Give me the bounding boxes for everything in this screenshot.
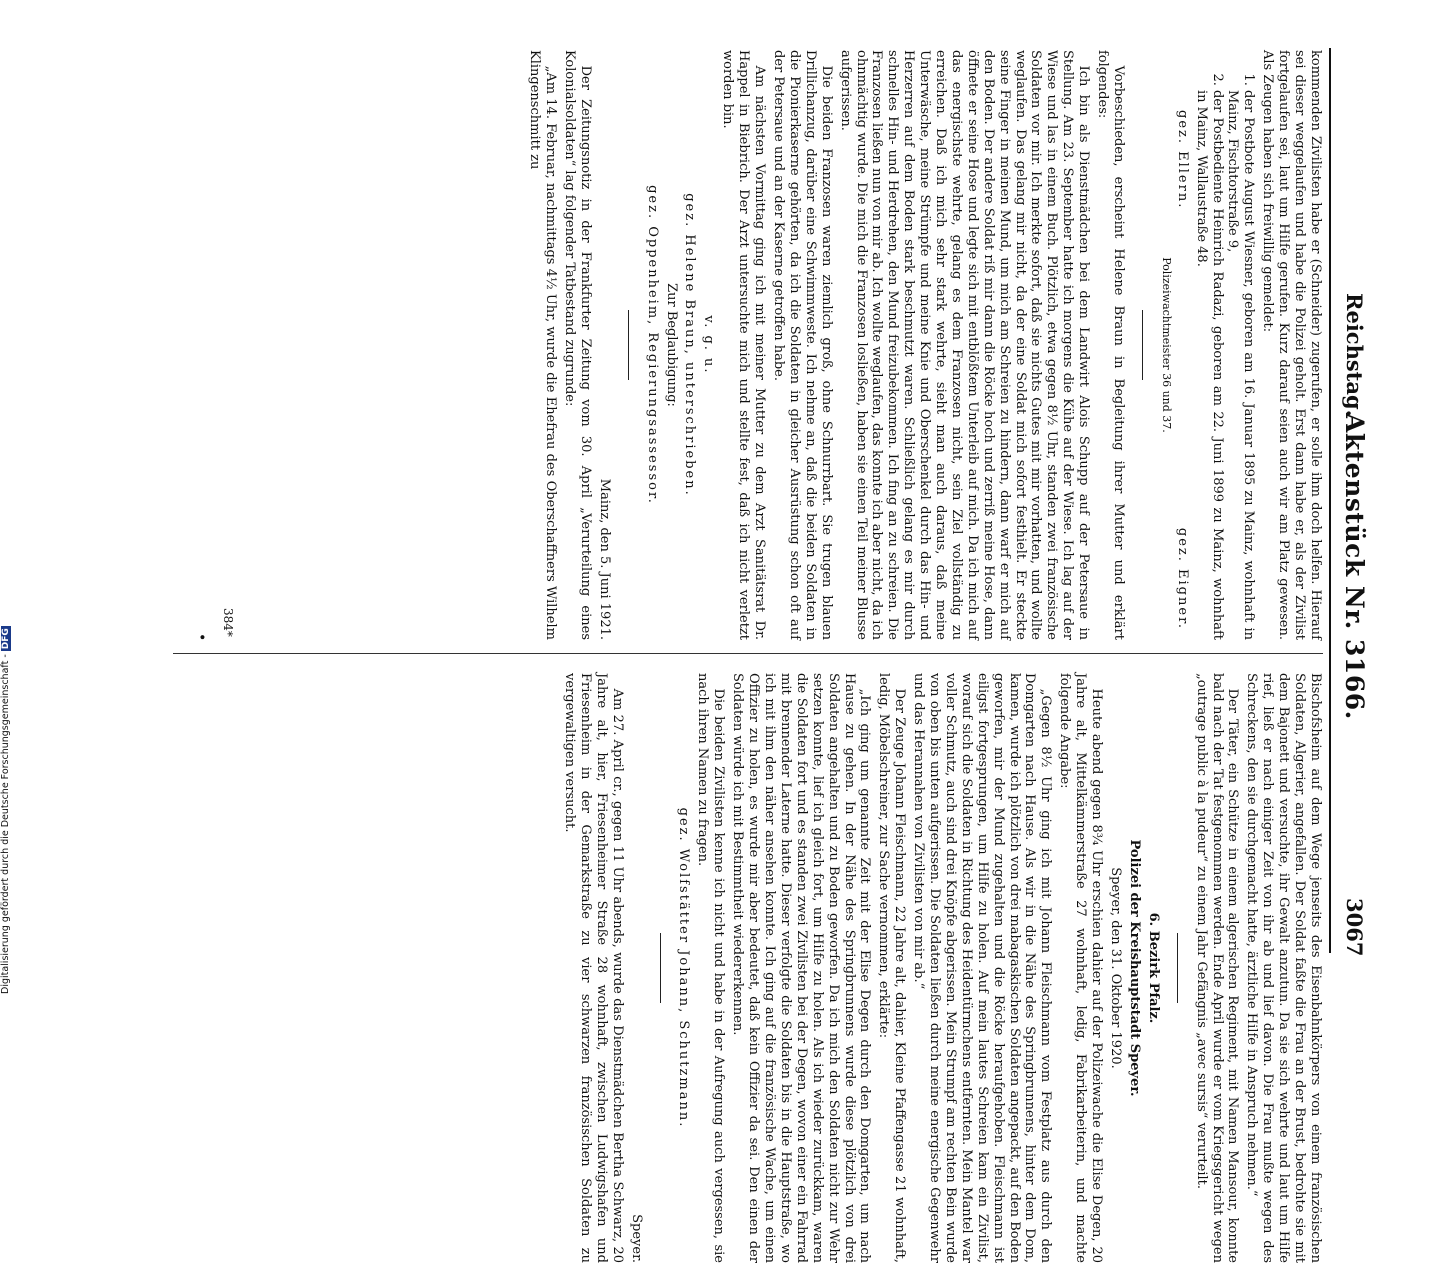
left-column	[523, 50, 1323, 640]
dateline: Speyer, den 31. Oktober 1920.	[1108, 867, 1124, 1069]
separator	[620, 50, 636, 640]
witness-list	[1193, 50, 1257, 640]
signature: gez. Eigner.	[1174, 527, 1190, 630]
column-divider	[173, 653, 1323, 654]
credit-text: Digitalisierung gefördert durch die Deutsche Forschungsgemeinschaft -	[0, 654, 11, 994]
paragraph: Der Zeitungsnotiz in der Frankfurter Zeitung vom 30. April „Verurteilung eines Kolonialsoldaten“ lag folgender Tatbestand zugrunde:	[562, 50, 593, 640]
paragraph: Vorbeschieden, erscheint Helene Braun in Begleitung ihrer Mutter und erklärt folgendes:	[1095, 50, 1127, 640]
attestation: v. g. u.	[701, 315, 717, 375]
signature-row	[1174, 50, 1190, 640]
page-number: 3067	[1342, 898, 1367, 957]
signature: gez. Ellern.	[1174, 110, 1190, 210]
dot-mark: •	[193, 633, 209, 642]
signature-role: Polizeiwachtmeister 36 und 37.	[1159, 257, 1173, 433]
paragraph: Ich bin als Dienstmädchen bei dem Landwirt Alois Schupp auf der Petersaue in Stellung. Am 23. September hatte ich morgens die Kühe auf der Wiese. Ich lag auf der Wiese und las in einem Buch. Plötzlich, etwa gegen 8½ Uhr, standen zwei französische Soldaten vor mir. Ich merkte sofort, daß sie nichts Gutes mit mir vorhatten, und wollte weglaufen. Das gelang mir nicht, da der eine Soldat mich sofort festhielt. Er steckte seine Finger in meinen Mund, um mich am Schreien zu hindern, dann warf er mich auf den Boden. Der andere Soldat riß mir dann die Röcke hoch und zerriß meine Hose, dann öffnete er seine Hose und legte sich mit entblößtem Unterleib auf mich. Da ich mich auf das energischste wehrte, gelang es dem Franzosen nicht, sein Ziel vollständig zu erreichen. Daß ich mich sehr stark wehrte, sieht man auch daraus, daß meine Unterwäsche, meine Strümpfe und meine Knie und Oberschenkel durch das Hin- und Herzerren auf dem Boden stark beschmutzt waren. Schließlich gelang es mir durch schnelles Hin- und Herdrehen, den Mund freizubekommen. Ich fing an zu schreien. Die Franzosen ließen nun von mir ab. Ich wollte weglaufen, das konnte ich aber nicht, da ich ohnmächtig wurde. Die mich die Franzosen losließen, haben sie einen Teil meiner Blusse aufgerissen.	[837, 50, 1092, 640]
paragraph: Die beiden Franzosen waren ziemlich groß, ohne Schnurrbart. Sie trugen blauen Drillichanzug, darüber eine Schwimmweste. Ich nehme an, daß die beiden Soldaten in die Pionierkaserne gehörten, da ich die Soldaten in gleicher Ausrüstung schon oft auf der Petersaue und an der Kaserne getroffen habe.	[771, 50, 834, 640]
dateline: Speyer.	[628, 1214, 644, 1263]
separator	[652, 673, 668, 1263]
paragraph: „Ich ging um genannte Zeit mit der Elise Degen durch den Domgarten, um nach Hause zu gehen. In der Nähe des Springbrunnens wurde diese plötzlich von drei Soldaten angehalten und zu Boden geworfen. Da ich mich den Soldaten nicht zur Wehr setzen konnte, lief ich gleich fort, um Hilfe zu holen. Als ich wieder zurückkam, waren die Soldaten fort und es standen zwei Zivilisten bei der Degen, wovon einer ein Fahrrad mit brennender Laterne hatte. Dieser verfolgte die Soldaten bis in die Hauptstraße, wo ich mit ihm den näher ansehen konnte. Ich ging auf die französische Wache, um einen Offizier zu holen, es wurde mir aber bedeutet, daß kein Offizier da sei. Den einen der Soldaten würde ich mit Bestimmtheit wiedererkennen.	[730, 673, 873, 1263]
digitization-credit	[0, 0, 16, 1000]
paragraph: „Am 14. Februar, nachmittags 4½ Uhr, wurde die Ehefrau des Oberschaffners Wilhelm Klingenschmitt zu	[527, 50, 559, 640]
paragraph: „Gegen 8½ Uhr ging ich mit Johann Fleischmann vom Festplatz aus durch den Domgarten nach Hause. Als wir in die Nähe des Springbrunnens, hinter dem Dom, kamen, wurde ich plötzlich von drei mabagaskischen Soldaten angepackt, auf den Boden geworfen, mir der Mund zugehalten und die Röcke heraufgehoben. Fleischmann ist eiligst fortgesprungen, um Hilfe zu holen. Auf mein lautes Schreien kam ein Zivilist, worauf sich die Soldaten in Richtung des Heidentürmchens entfernten. Mein Mantel war voller Schmutz, auch sind drei Knöpfe abgerissen. Mein Strumpf am rechten Bein wurde von oben bis unten aufgerissen. Die Soldaten ließen durch meine energische Gegenwehr und das Herannahen von Zivilisten von mir ab.“	[911, 673, 1054, 1263]
separator	[1134, 50, 1150, 640]
section-heading: 6. Bezirk Pfalz.	[1145, 912, 1161, 1024]
paragraph: Am nächsten Vormittag ging ich mit meiner Mutter zu dem Arzt Sanitätsrat Dr. Happel in Biebrich. Der Arzt untersuchte mich und stellte fest, daß ich nicht verletzt worden bin.	[720, 50, 768, 640]
paragraph: Heute abend gegen 8¾ Uhr erschien dahier auf der Polizeiwache die Elise Degen, 20 Jahre alt, Mittelkämmerstraße 27 wohnhaft, ledig, Fabrikarbeiterin, und machte folgende Angabe:	[1057, 673, 1105, 1263]
section-subheading: Polizei der Kreishauptstadt Speyer.	[1126, 839, 1142, 1097]
signature: gez. Oppenheim, Regierungsassessor.	[644, 185, 660, 505]
paragraph: Der Täter, ein Schütze in einem algerischen Regiment, mit Namen Mansour, konnte bald nach der Tat festgenommen werden. Ende April wurde er vom Kriegsgericht wegen „outrage public à la pudeur“ zu einem Jahr Gefängnis „avec sursis“ verurteilt.	[1193, 673, 1241, 1263]
paragraph: Bischofsheim auf dem Wege jenseits des Eisenbahnkörpers von einem französischen Soldaten, Algerier, angefallen. Der Soldat faßte die Frau an der Brust, bedrohte sie mit dem Bajonett und versuchte, ihr Gewalt anzutun. Da sie sich wehrte und laut um Hilfe rief, ließ er nach einiger Zeit von ihr ab und lief davon. Die Frau mußte wegen des Schreckens, den sie durchgemacht hatte, ärztliche Hilfe in Anspruch nehmen.“	[1244, 673, 1323, 1263]
paragraph: Der Zeuge Johann Fleischmann, 22 Jahre alt, dahier, Kleine Pfaffengasse 21 wohnhaft, ledig, Möbelschreiner, zur Sache vernommen, erklärte:	[876, 673, 908, 1263]
right-column	[558, 673, 1323, 1263]
header-left: Reichstag.	[1342, 293, 1367, 417]
list-item: 1. der Postbote August Wiesner, geboren am 16. Januar 1895 zu Mainz, wohnhaft in Mainz, Fischtorstraße 9,	[1225, 90, 1257, 640]
dfg-logo: DFG	[1, 628, 11, 650]
header-rule	[1329, 48, 1331, 953]
header-title: Aktenstück Nr. 3166.	[1340, 413, 1369, 720]
document-page	[95, 48, 1375, 1263]
paragraph: Die beiden Zivilisten kenne ich nicht und habe in der Aufregung auch vergessen, sie nach ihren Namen zu fragen.	[695, 673, 727, 1263]
paragraph: Am 27. April cr., gegen 11 Uhr abends, wurde das Dienstmädchen Bertha Schwarz, 20 Jahre alt, hier, Friesenheimer Straße 28 wohnhaft, zwischen Ludwigshafen und Friesenheim in der Gemarkstraße zu vier schwarzen französischen Soldaten zu vergewaltigen versucht.	[562, 673, 625, 1263]
signature: gez. Helene Braun, unterschrieben.	[682, 193, 698, 497]
page-mark: 384*	[221, 608, 235, 637]
dateline: Mainz, den 5. Juni 1921.	[596, 478, 612, 640]
certification: Zur Beglaubigung:	[663, 283, 679, 407]
page-header	[1327, 48, 1369, 957]
signature: gez. Wolfstätter Johann, Schutzmann.	[676, 807, 692, 1129]
separator	[1169, 673, 1185, 1263]
paragraph: kommenden Zivilisten habe er (Schneider) zugerufen, er solle ihm doch helfen. Hierauf sei dieser weggelaufen und habe die Polizei geholt. Erst dann habe er, als der Zivilist fortgelaufen sei, laut um Hilfe gerufen. Kurz darauf seien auch wir am Platz gewesen. Als Zeugen haben sich freiwillig gemeldet:	[1260, 50, 1323, 640]
list-item: 2. der Postbediente Heinrich Radazi, geboren am 22. Juni 1899 zu Mainz, wohnhaft in Mainz, Wallaustraße 48.	[1193, 90, 1225, 640]
page-footer	[185, 48, 235, 953]
